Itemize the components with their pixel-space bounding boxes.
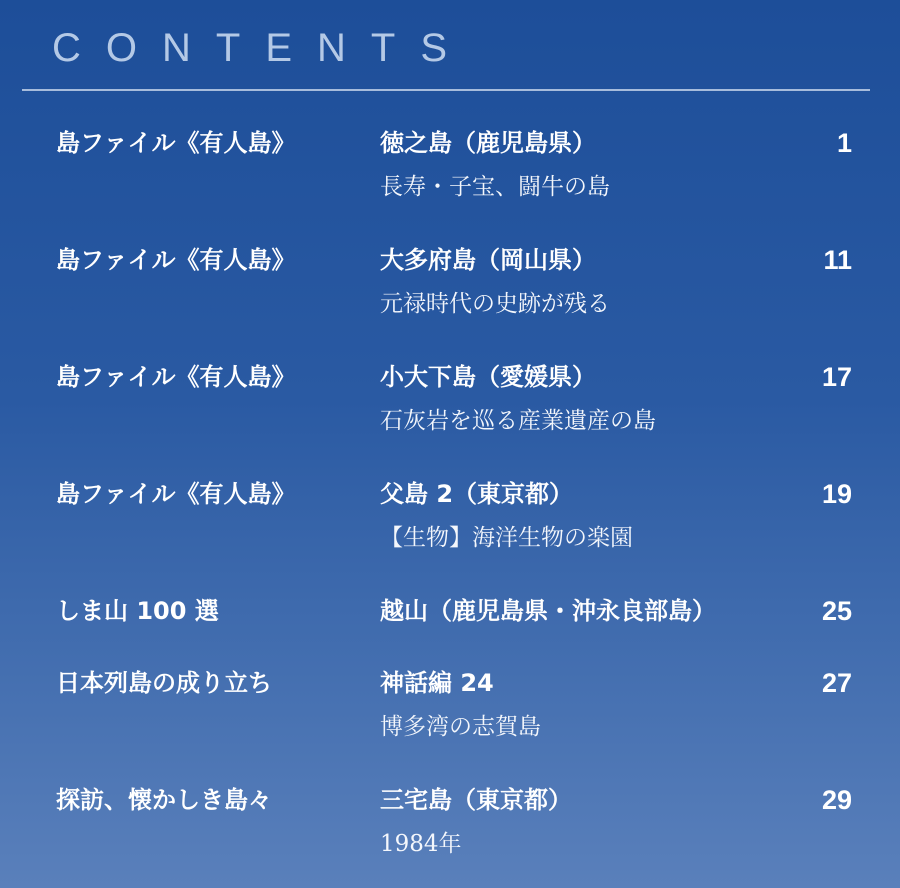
contents-entry[interactable] bbox=[0, 783, 900, 863]
contents-entry[interactable] bbox=[0, 477, 900, 557]
entry-category: 島ファイル《有人島》 bbox=[56, 363, 296, 391]
entry-subtitle: 長寿・子宝、闘牛の島 bbox=[380, 174, 610, 200]
contents-entry[interactable] bbox=[0, 360, 900, 440]
contents-entry[interactable] bbox=[0, 594, 900, 634]
contents-entry[interactable] bbox=[0, 666, 900, 746]
entry-page-number: 27 bbox=[821, 668, 852, 698]
entry-category: 探訪、懐かしき島々 bbox=[56, 786, 272, 814]
page-title: CONTENTS bbox=[52, 26, 472, 70]
entry-heading: 徳之島（鹿児島県） bbox=[380, 129, 596, 157]
entry-category: しま山 100 選 bbox=[56, 597, 219, 625]
entry-category: 島ファイル《有人島》 bbox=[56, 246, 296, 274]
contents-entry[interactable] bbox=[0, 126, 900, 206]
entry-category: 日本列島の成り立ち bbox=[56, 669, 272, 697]
entry-heading: 三宅島（東京都） bbox=[380, 786, 572, 814]
entry-page-number: 17 bbox=[821, 362, 852, 392]
entry-heading: 父島 2（東京都） bbox=[380, 480, 574, 508]
contents-entry[interactable] bbox=[0, 243, 900, 323]
entry-subtitle: 1984年 bbox=[380, 831, 462, 857]
entry-heading: 神話編 24 bbox=[380, 669, 494, 697]
entry-page-number: 29 bbox=[821, 785, 852, 815]
entry-subtitle: 【生物】海洋生物の楽園 bbox=[380, 525, 633, 551]
entry-category: 島ファイル《有人島》 bbox=[56, 129, 296, 157]
entry-subtitle: 石灰岩を巡る産業遺産の島 bbox=[380, 408, 656, 434]
entry-heading: 大多府島（岡山県） bbox=[380, 246, 596, 274]
entry-page-number: 11 bbox=[823, 245, 852, 275]
entry-page-number: 19 bbox=[821, 479, 852, 509]
entry-heading: 小大下島（愛媛県） bbox=[380, 363, 596, 391]
entry-heading: 越山（鹿児島県・沖永良部島） bbox=[380, 597, 716, 625]
entry-category: 島ファイル《有人島》 bbox=[56, 480, 296, 508]
entry-subtitle: 元禄時代の史跡が残る bbox=[380, 291, 610, 317]
entry-page-number: 25 bbox=[821, 596, 852, 626]
title-divider bbox=[22, 89, 870, 91]
entry-subtitle: 博多湾の志賀島 bbox=[380, 714, 541, 740]
entry-page-number: 1 bbox=[836, 128, 852, 158]
